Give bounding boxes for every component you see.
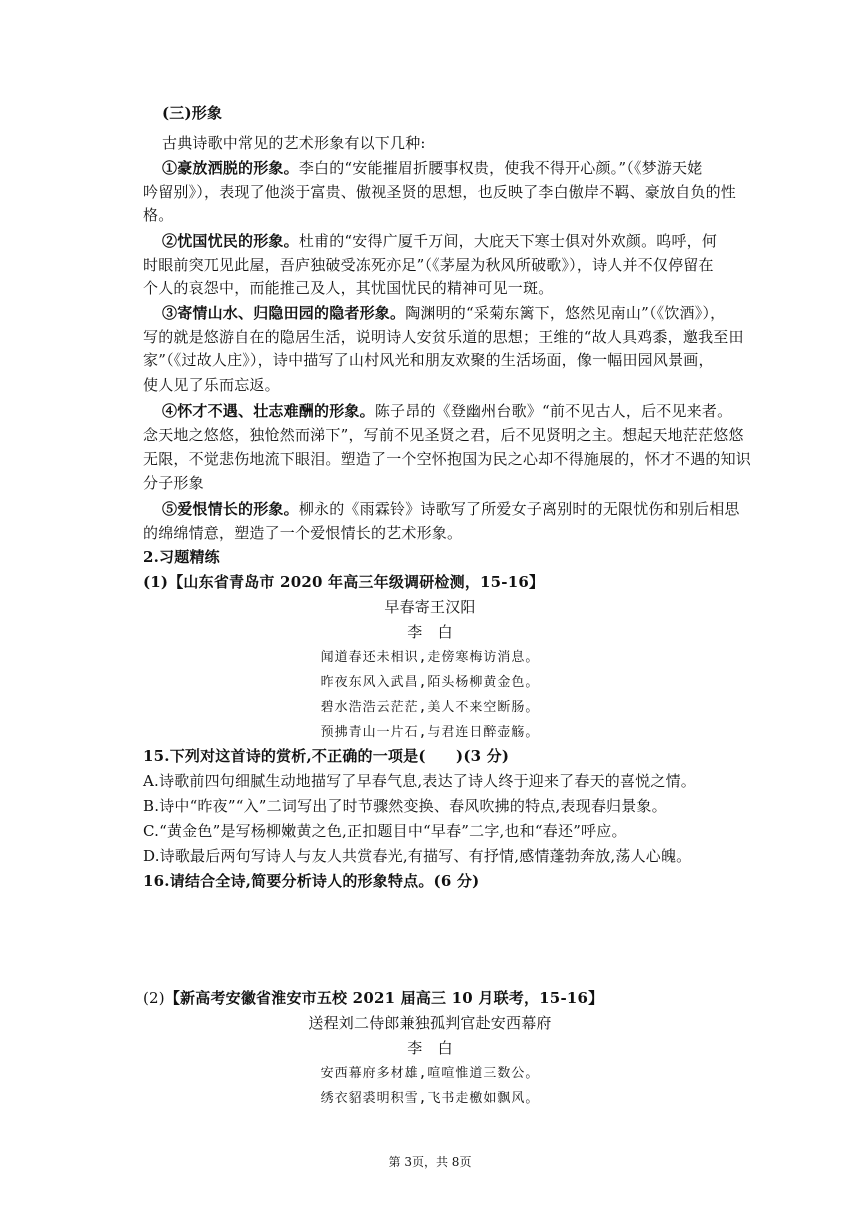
poem-2-line-1: 安西幕府多材雄,喧喧惟道三数公。	[320, 1066, 540, 1081]
image-item-5-title: ⑤爱恨情长的形象。	[162, 500, 299, 518]
question-16: 16.请结合全诗,简要分析诗人的形象特点。(6 分)	[143, 872, 480, 890]
poem-1-line-4: 预拂青山一片石,与君连日醉壶觞。	[320, 725, 540, 740]
image-item-5-line-2: 的绵绵情意，塑造了一个爱恨情长的艺术形象。	[143, 524, 463, 542]
image-item-2-line-1: ②忧国忧民的形象。杜甫的“安得广厦千万间，大庇天下寒士俱对外欢颜。呜呼，何	[162, 232, 718, 250]
poem-1-line-1: 闻道春还未相识,走傍寒梅访消息。	[320, 650, 540, 665]
image-item-4-title: ④怀才不遇、壮志难酬的形象。	[162, 402, 375, 420]
poem-2-title: 送程刘二侍郎兼独孤判官赴安西幕府	[308, 1014, 552, 1032]
poem-2-author: 李 白	[407, 1039, 453, 1057]
page-number: 第 3页，共 8页	[388, 1155, 472, 1169]
exercise-2-source: (2)【新高考安徽省淮安市五校 2021 届高三 10 月联考，15-16】	[143, 989, 604, 1007]
option-a: A.诗歌前四句细腻生动地描写了早春气息,表达了诗人终于迎来了春天的喜悦之情。	[143, 772, 696, 790]
image-item-4-line-1: ④怀才不遇、壮志难酬的形象。陈子昂的《登幽州台歌》“前不见古人，后不见来者。	[162, 402, 733, 420]
option-d: D.诗歌最后两句写诗人与友人共赏春光,有描写、有抒情,感情蓬勃奔放,荡人心魄。	[143, 847, 692, 865]
image-item-4-line-4: 分子形象	[143, 474, 204, 492]
poem-1-line-2: 昨夜东风入武昌,陌头杨柳黄金色。	[320, 675, 540, 690]
exercise-1-source: (1)【山东省青岛市 2020 年高三年级调研检测，15-16】	[143, 573, 545, 591]
image-item-3-line-4: 使人见了乐而忘返。	[143, 376, 280, 394]
image-item-2-line-2: 时眼前突兀见此屋，吾庐独破受冻死亦足”（《茅屋为秋风所破歌》），诗人并不仅停留在	[143, 256, 714, 274]
section-intro: 古典诗歌中常见的艺术形象有以下几种:	[162, 134, 426, 152]
image-item-1-line-1: ①豪放洒脱的形象。李白的“安能摧眉折腰事权贵，使我不得开心颜。”（《梦游天姥	[162, 159, 703, 177]
image-item-3-title: ③寄情山水、归隐田园的隐者形象。	[162, 304, 406, 322]
option-c: C.“黄金色”是写杨柳嫩黄之色,正扣题目中“早春”二字,也和“春还”呼应。	[143, 822, 627, 840]
section-heading: (三)形象	[162, 104, 223, 122]
image-item-3-line-1: ③寄情山水、归隐田园的隐者形象。陶渊明的“采菊东篱下，悠然见南山”（《饮酒》），	[162, 304, 726, 322]
poem-1-line-3: 碧水浩浩云茫茫,美人不来空断肠。	[320, 700, 540, 715]
image-item-1-line-2: 吟留别》），表现了他淡于富贵、傲视圣贤的思想，也反映了李白傲岸不羁、豪放自负的性	[143, 183, 737, 201]
image-item-5-line-1: ⑤爱恨情长的形象。柳永的《雨霖铃》诗歌写了所爱女子离别时的无限忧伤和别后相思	[162, 500, 740, 518]
poem-1-title: 早春寄王汉阳	[384, 598, 476, 616]
exercise-heading: 2.习题精练	[143, 548, 220, 566]
image-item-3-line-2: 写的就是悠游自在的隐居生活，说明诗人安贫乐道的思想；王维的“故人具鸡黍，邀我至田	[143, 328, 744, 346]
question-15: 15.下列对这首诗的赏析,不正确的一项是( )(3 分)	[143, 747, 510, 765]
image-item-1-line-3: 格。	[143, 206, 174, 224]
image-item-2-line-3: 个人的哀怨中，而能推己及人，其忧国忧民的精神可见一斑。	[143, 279, 554, 297]
poem-1-author: 李 白	[407, 623, 453, 641]
image-item-3-line-3: 家”（《过故人庄》），诗中描写了山村风光和朋友欢聚的生活场面，像一幅田园风景画，	[143, 351, 714, 369]
poem-2-line-2: 绣衣貂裘明积雪,飞书走檄如飘风。	[320, 1091, 540, 1106]
image-item-1-title: ①豪放洒脱的形象。	[162, 159, 299, 177]
image-item-2-title: ②忧国忧民的形象。	[162, 232, 299, 250]
image-item-4-line-2: 念天地之悠悠，独怆然而涕下”，写前不见圣贤之君，后不见贤明之主。想起天地茫茫悠悠	[143, 426, 744, 444]
image-item-4-line-3: 无限，不觉悲伤地流下眼泪。塑造了一个空怀抱国为民之心却不得施展的，怀才不遇的知识	[143, 450, 752, 468]
option-b: B.诗中“昨夜”“入”二词写出了时节骤然变换、春风吹拂的特点,表现春归景象。	[143, 797, 667, 815]
